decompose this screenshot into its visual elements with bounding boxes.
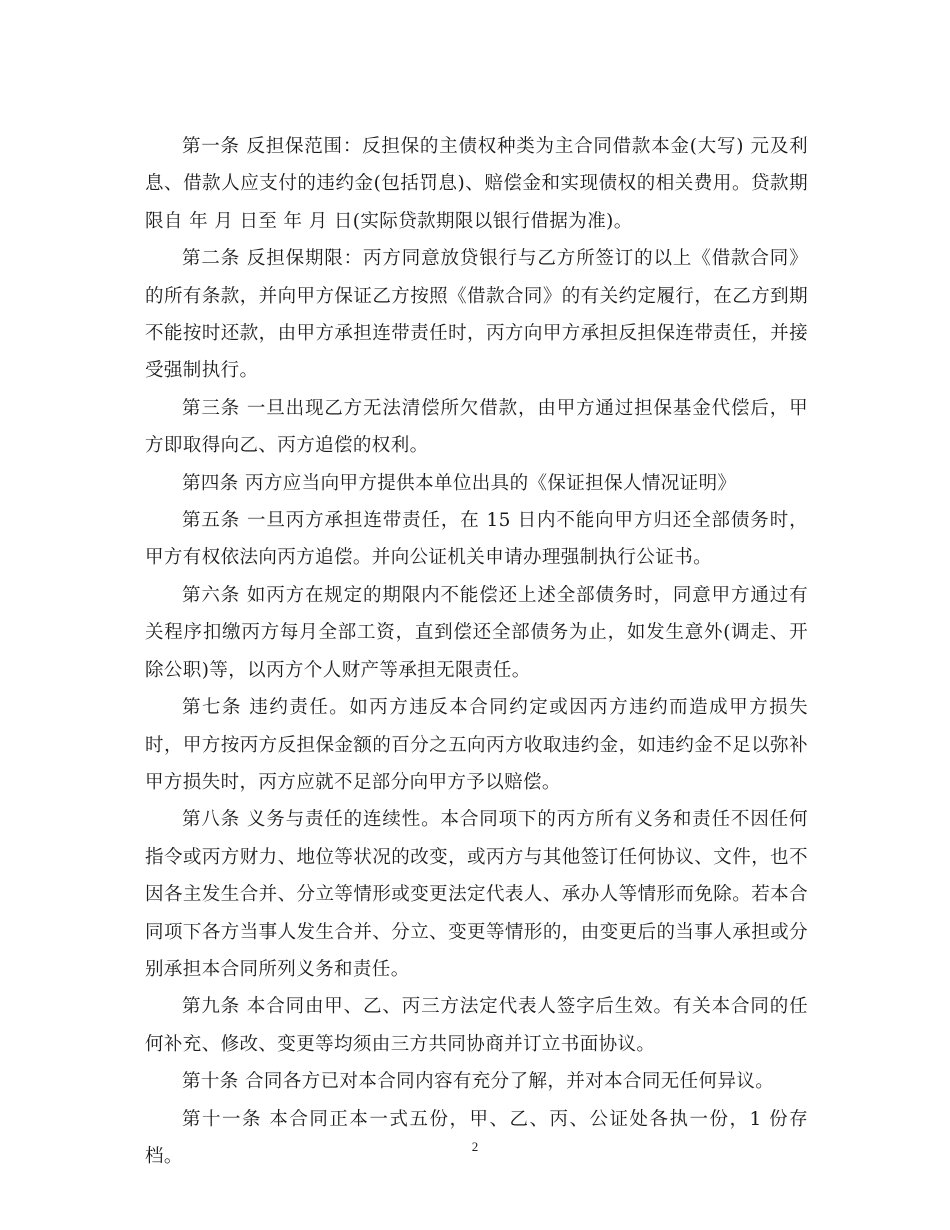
clause-1: 第一条 反担保范围：反担保的主债权种类为主合同借款本金(大写) 元及利息、借款人应支付的违约金(包括罚息)、赔偿金和实现债权的相关费用。贷款期限自 年 月 日至 年 月 日(实际贷款期限以银行借据为准)。 <box>145 136 808 232</box>
clause-3: 第三条 一旦出现乙方无法清偿所欠借款，由甲方通过担保基金代偿后，甲方即取得向乙、丙方追偿的权利。 <box>145 397 808 457</box>
clause-8: 第八条 义务与责任的连续性。本合同项下的丙方所有义务和责任不因任何指令或丙方财力、地位等状况的改变，或丙方与其他签订任何协议、文件，也不因各主发生合并、分立等情形或变更法定代表人、承办人等情形而免除。若本合同项下各方当事人发生合并、分立、变更等情形的，由变更后的当事人承担或分别承担本合同所列义务和责任。 <box>145 809 808 980</box>
clause-2: 第二条 反担保期限：丙方同意放贷银行与乙方所签订的以上《借款合同》的所有条款，并向甲方保证乙方按照《借款合同》的有关约定履行，在乙方到期不能按时还款，由甲方承担连带责任时，丙方向甲方承担反担保连带责任，并接受强制执行。 <box>145 248 808 382</box>
clause-5: 第五条 一旦丙方承担连带责任，在 15 日内不能向甲方归还全部债务时，甲方有权依法向丙方追偿。并向公证机关申请办理强制执行公证书。 <box>145 510 808 569</box>
clause-10: 第十条 合同各方已对本合同内容有充分了解，并对本合同无任何异议。 <box>182 1071 775 1093</box>
clause-4: 第四条 丙方应当向甲方提供本单位出具的《保证担保人情况证明》 <box>182 472 737 494</box>
clause-6: 第六条 如丙方在规定的期限内不能偿还上述全部债务时，同意甲方通过有关程序扣缴丙方每月全部工资，直到偿还全部债务为止，如发生意外(调走、开除公职)等，以丙方个人财产等承担无限责任。 <box>145 584 808 681</box>
clause-7: 第七条 违约责任。如丙方违反本合同约定或因丙方违约而造成甲方损失时，甲方按丙方反担保金额的百分之五向丙方收取违约金，如违约金不足以弥补甲方损失时，丙方应就不足部分向甲方予以赔偿。 <box>145 697 808 793</box>
page-number: 2 <box>471 1139 479 1154</box>
clause-11: 第十一条 本合同正本一式五份，甲、乙、丙、公证处各执一份，1 份存档。 <box>145 1108 808 1167</box>
clause-9: 第九条 本合同由甲、乙、丙三方法定代表人签字后生效。有关本合同的任何补充、修改、变更等均须由三方共同协商并订立书面协议。 <box>145 996 808 1055</box>
document-body <box>145 128 808 1175</box>
